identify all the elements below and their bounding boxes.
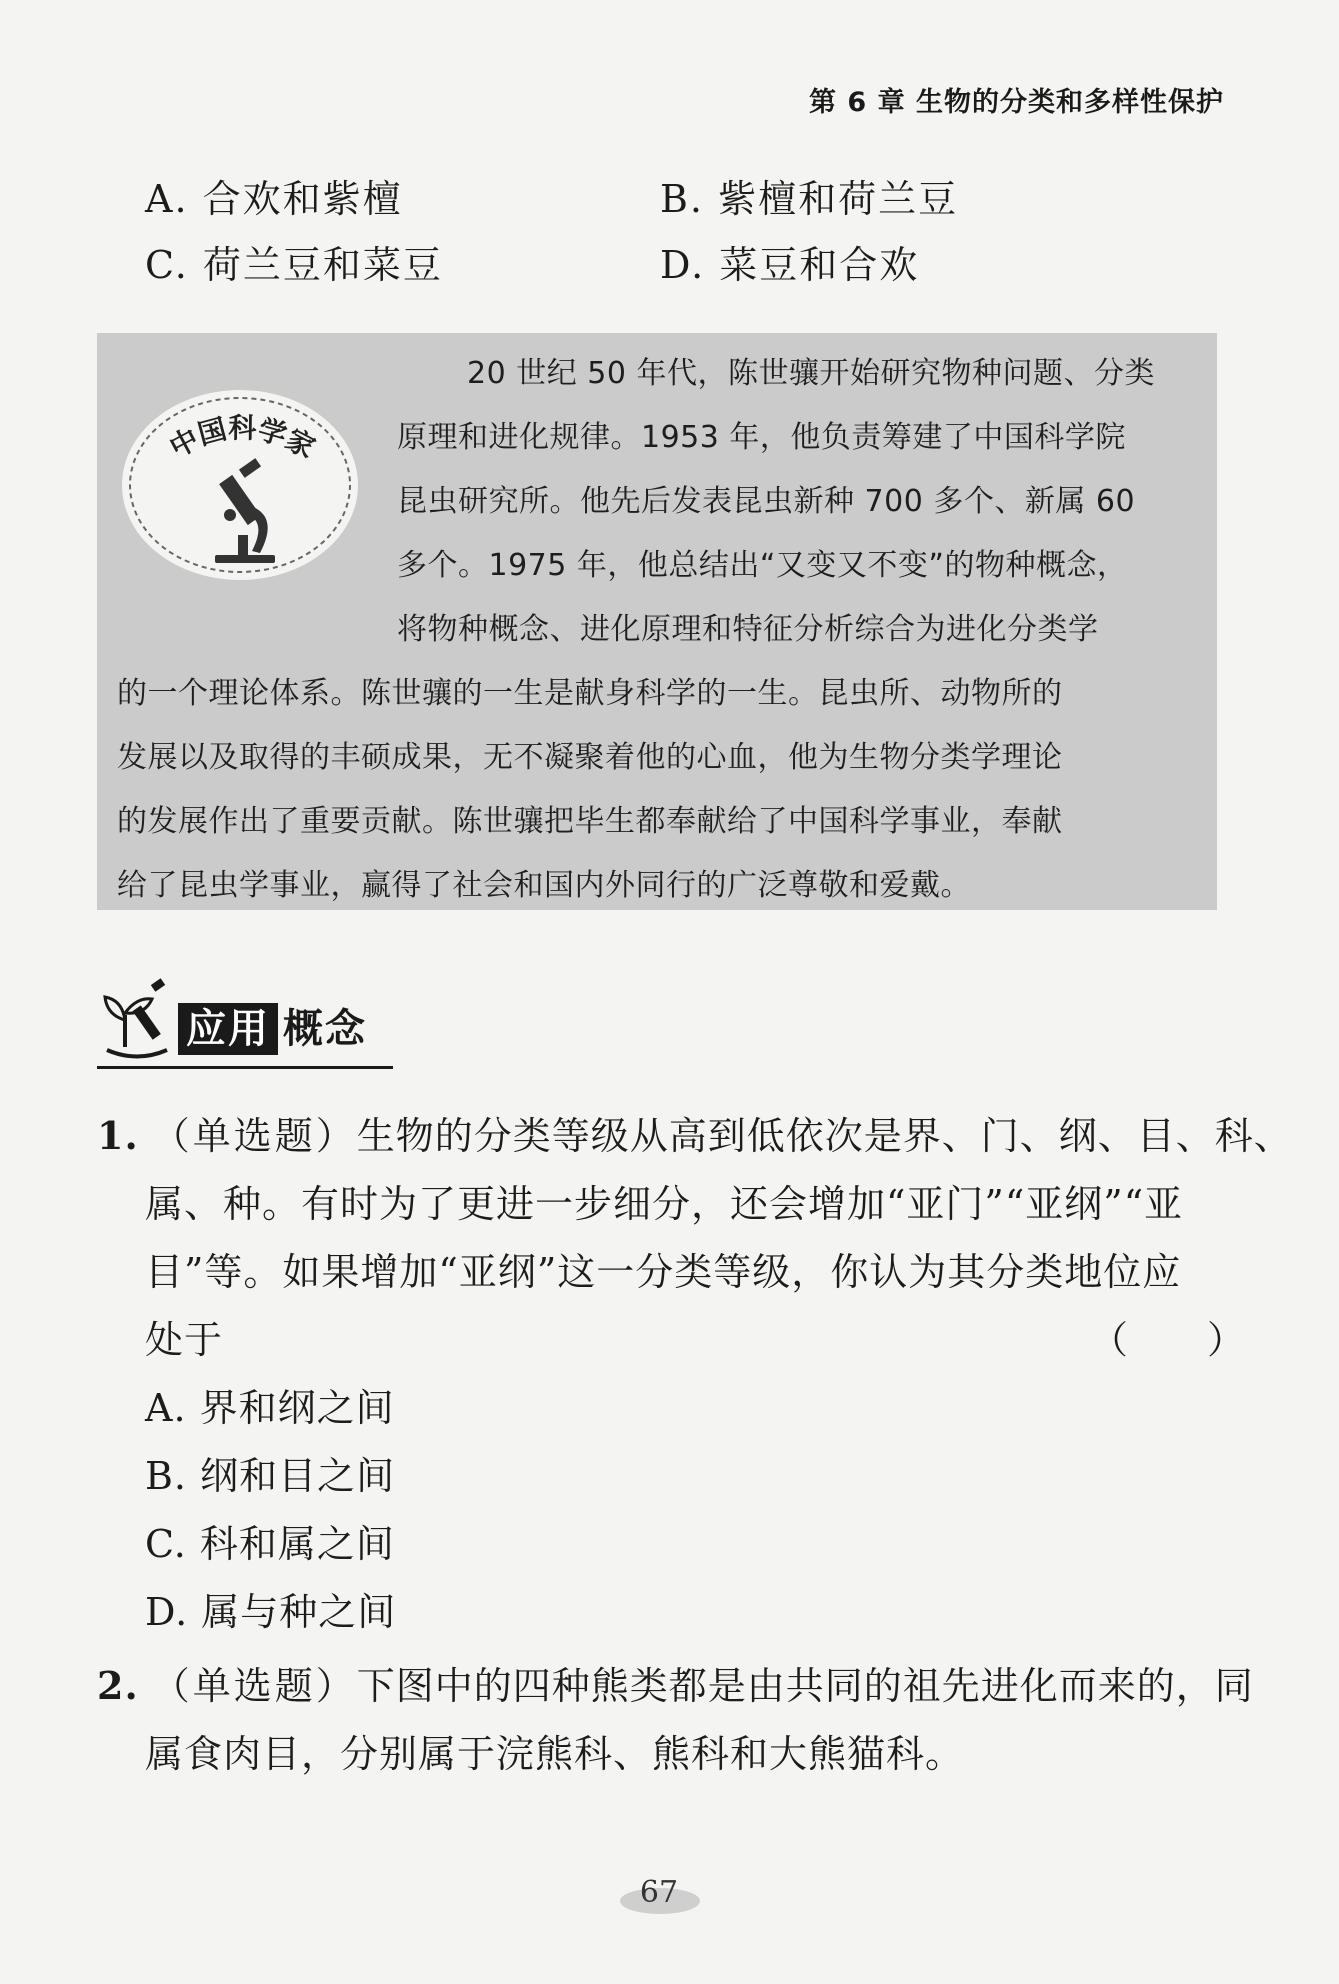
prev-option-b: B. 紫檀和荷兰豆	[660, 177, 959, 221]
q1-option-b: B. 纲和目之间	[145, 1454, 396, 1498]
q2-line-2: 属食肉目，分别属于浣熊科、熊科和大熊猫科。	[145, 1732, 965, 1776]
q1-option-c: C. 科和属之间	[145, 1522, 395, 1566]
q2-type: （单选题）	[151, 1664, 357, 1708]
page-number: 67	[639, 1875, 679, 1910]
box-line-4: 多个。1975 年，他总结出“又变又不变”的物种概念，	[397, 548, 1128, 583]
badge-label: 中国科学家	[164, 411, 321, 465]
chinese-scientist-badge	[120, 385, 360, 585]
q1-number: 1.	[97, 1113, 139, 1158]
box-line-8: 的发展作出了重要贡献。陈世骧把毕生都奉献给了中国科学事业，奉献	[117, 804, 1063, 839]
chapter-header: 第 6 章 生物的分类和多样性保护	[809, 87, 1224, 118]
q2-line-1	[97, 1655, 1254, 1710]
q1-line-1	[97, 1105, 1293, 1160]
q1-line-4: 处于	[145, 1318, 224, 1362]
section-title-boxed: 应用	[178, 1003, 278, 1055]
box-line-5: 将物种概念、进化原理和特征分析综合为进化分类学	[397, 612, 1099, 647]
box-line-9: 给了昆虫学事业，赢得了社会和国内外同行的广泛尊敬和爱戴。	[117, 868, 971, 903]
box-line-7: 发展以及取得的丰硕成果，无不凝聚着他的心血，他为生物分类学理论	[117, 740, 1063, 775]
section-title-rest: 概念	[283, 1006, 367, 1052]
q1-type: （单选题）	[151, 1114, 357, 1158]
q1-text-1: 生物的分类等级从高到低依次是界、门、纲、目、科、	[356, 1114, 1293, 1158]
box-line-1: 20 世纪 50 年代，陈世骧开始研究物种问题、分类	[467, 356, 1155, 391]
q1-answer-blank: （ ）	[1090, 1318, 1247, 1362]
q1-line-2: 属、种。有时为了更进一步细分，还会增加“亚门”“亚纲”“亚	[145, 1182, 1184, 1226]
q1-option-d: D. 属与种之间	[145, 1590, 397, 1634]
prev-option-d: D. 菜豆和合欢	[660, 243, 920, 287]
q2-text-1: 下图中的四种熊类都是由共同的祖先进化而来的，同	[356, 1664, 1254, 1708]
box-line-6: 的一个理论体系。陈世骧的一生是献身科学的一生。昆虫所、动物所的	[117, 676, 1063, 711]
prev-option-c: C. 荷兰豆和菜豆	[145, 243, 443, 287]
plant-microscope-icon	[97, 975, 177, 1065]
section-underline	[97, 1066, 393, 1069]
q1-option-a: A. 界和纲之间	[145, 1386, 395, 1430]
q2-number: 2.	[97, 1663, 139, 1708]
prev-option-a: A. 合欢和紫檀	[145, 177, 403, 221]
box-line-3: 昆虫研究所。他先后发表昆虫新种 700 多个、新属 60	[397, 484, 1136, 519]
box-line-2: 原理和进化规律。1953 年，他负责筹建了中国科学院	[397, 420, 1126, 455]
q1-line-3: 目”等。如果增加“亚纲”这一分类等级，你认为其分类地位应	[145, 1250, 1182, 1294]
